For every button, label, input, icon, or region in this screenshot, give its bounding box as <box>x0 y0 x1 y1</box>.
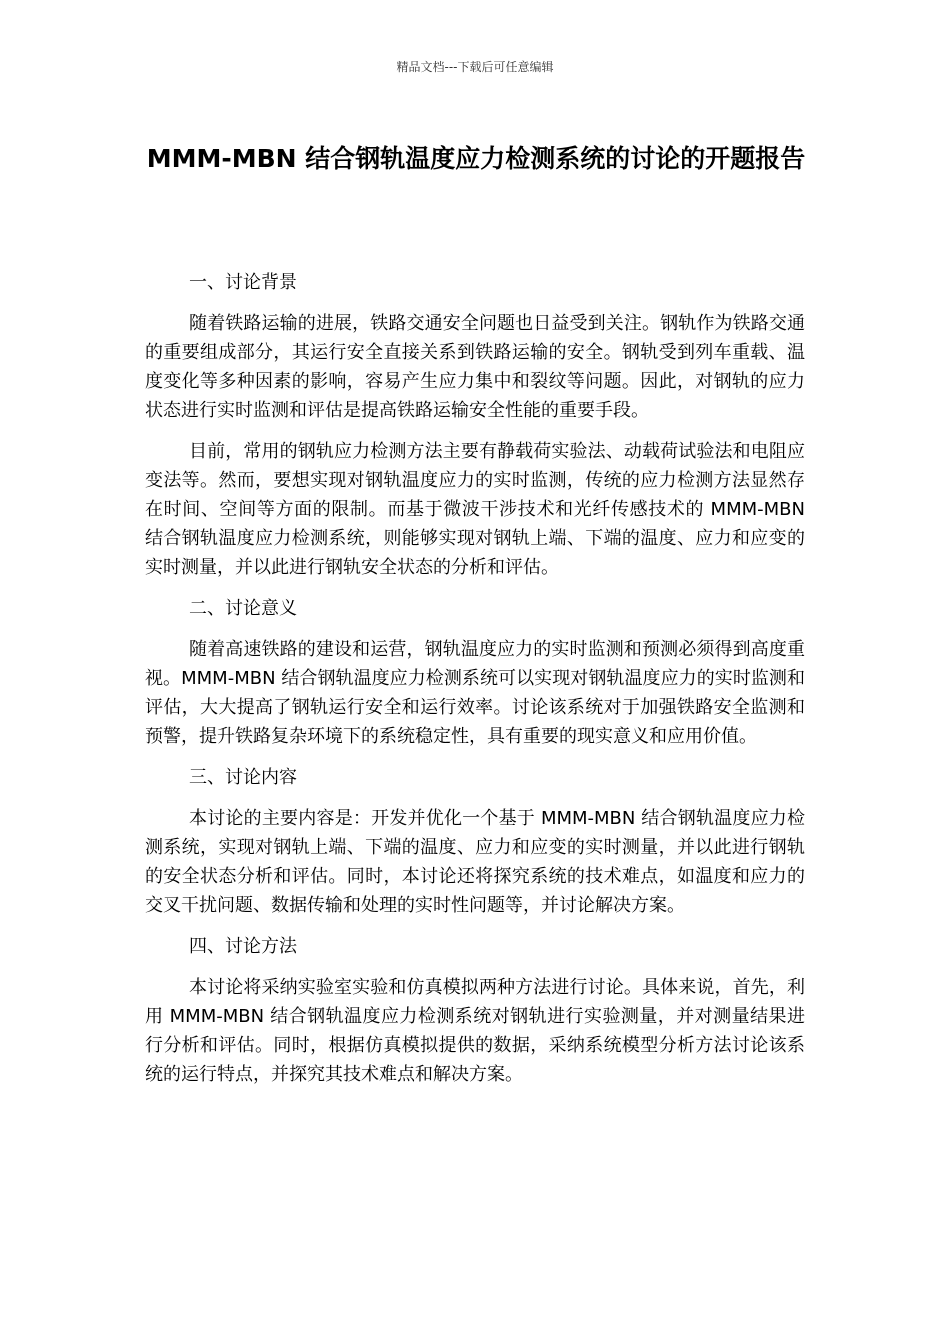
section-heading: 三、讨论内容 <box>189 767 297 788</box>
section-content <box>145 763 805 920</box>
page-header-note: 精品文档---下载后可任意编辑 <box>396 60 554 74</box>
paragraph: 随着高速铁路的建设和运营，钢轨温度应力的实时监测和预测必须得到高度重视。MMM-MBN 结合钢轨温度应力检测系统可以实现对钢轨温度应力的实时监测和评估，大大提高了钢轨运行安全和运行效率。讨论该系统对于加强铁路安全监测和预警，提升铁路复杂环境下的系统稳定性，具有重要的现实意义和应用价值。 <box>145 639 805 747</box>
paragraph: 本讨论的主要内容是：开发并优化一个基于 MMM-MBN 结合钢轨温度应力检测系统，实现对钢轨上端、下端的温度、应力和应变的实时测量，并以此进行钢轨的安全状态分析和评估。同时，本讨论还将探究系统的技术难点，如温度和应力的交叉干扰问题、数据传输和处理的实时性问题等，并讨论解决方案。 <box>145 808 805 916</box>
paragraph: 目前，常用的钢轨应力检测方法主要有静载荷实验法、动载荷试验法和电阻应变法等。然而，要想实现对钢轨温度应力的实时监测，传统的应力检测方法显然存在时间、空间等方面的限制。而基于微波干涉技术和光纤传感技术的 MMM-MBN 结合钢轨温度应力检测系统，则能够实现对钢轨上端、下端的温度、应力和应变的实时测量，并以此进行钢轨安全状态的分析和评估。 <box>145 441 805 578</box>
paragraph: 随着铁路运输的进展，铁路交通安全问题也日益受到关注。钢轨作为铁路交通的重要组成部分，其运行安全直接关系到铁路运输的安全。钢轨受到列车重载、温度变化等多种因素的影响，容易产生应力集中和裂纹等问题。因此，对钢轨的应力状态进行实时监测和评估是提高铁路运输安全性能的重要手段。 <box>145 313 805 421</box>
document-title: MMM-MBN 结合钢轨温度应力检测系统的讨论的开题报告 <box>146 144 806 173</box>
section-heading: 二、讨论意义 <box>189 598 297 619</box>
section-method <box>145 932 805 1089</box>
section-heading: 一、讨论背景 <box>189 272 297 293</box>
paragraph: 本讨论将采纳实验室实验和仿真模拟两种方法进行讨论。具体来说，首先，利用 MMM-MBN 结合钢轨温度应力检测系统对钢轨进行实验测量，并对测量结果进行分析和评估。同时，根据仿真模拟提供的数据，采纳系统模型分析方法讨论该系统的运行特点，并探究其技术难点和解决方案。 <box>145 977 805 1085</box>
section-background <box>145 268 805 582</box>
document-body <box>145 268 805 1101</box>
section-significance <box>145 594 805 751</box>
section-heading: 四、讨论方法 <box>189 936 297 957</box>
